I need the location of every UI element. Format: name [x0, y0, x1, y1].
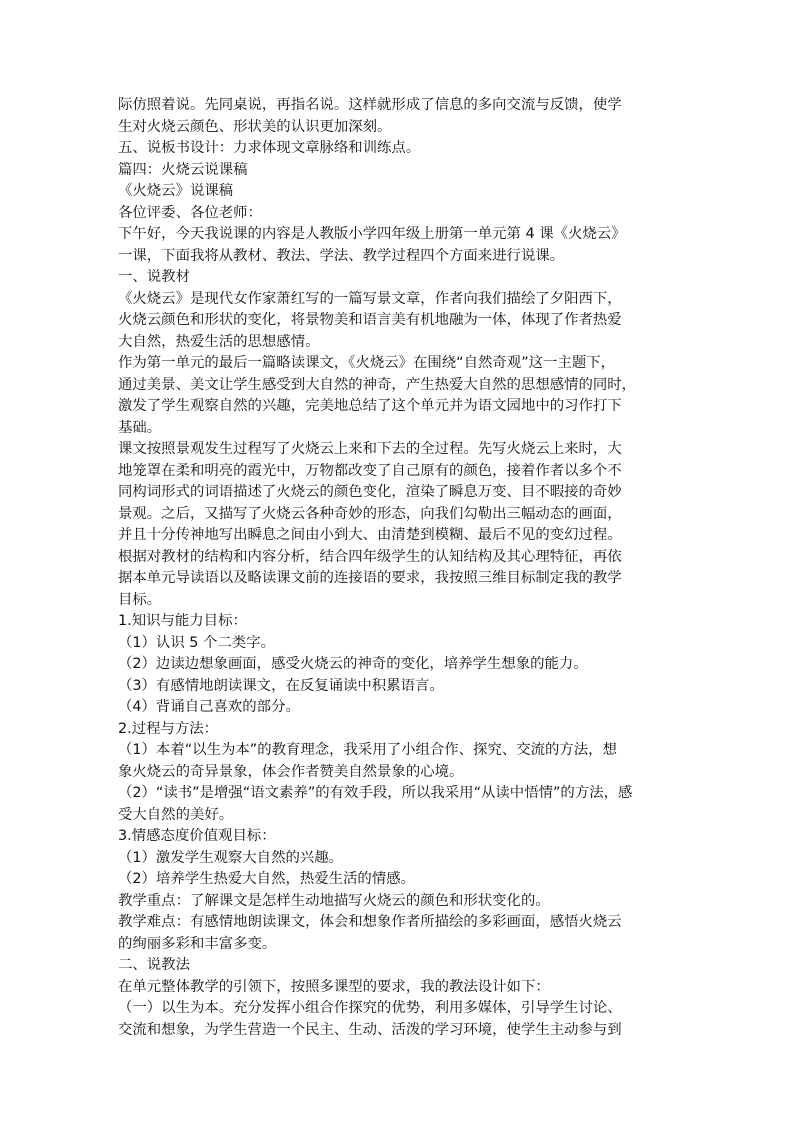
text-line: 教学难点：有感情地朗读课文，体会和想象作者所描绘的多彩画面，感悟火烧云 — [118, 914, 622, 930]
text-line: 火烧云颜色和形状的变化，将景物美和语言美有机地融为一体，体现了作者热爱 — [118, 312, 622, 328]
text-line: 3.情感态度价值观目标： — [118, 828, 276, 844]
text-line: 五、说板书设计：力求体现文章脉络和训练点。 — [118, 140, 421, 156]
text-line: 二、说教法 — [118, 957, 190, 973]
text-line: 并且十分传神地写出瞬息之间由小到大、由清楚到模糊、最后不见的变幻过程。 — [118, 527, 622, 543]
text-line: 各位评委、各位老师： — [118, 204, 262, 221]
text-line: 受大自然的美好。 — [118, 806, 234, 823]
text-line: 通过美景、美文让学生感受到大自然的神奇，产生热爱大自然的思想感情的同时， — [118, 376, 637, 393]
text-line: （2）“读书”是增强“语文素养”的有效手段，所以我采用“从读中悟情”的方法，感 — [118, 785, 633, 801]
text-line: 在单元整体教学的引领下，按照多课型的要求，我的教法设计如下： — [118, 978, 550, 995]
text-line: 目标。 — [118, 591, 162, 608]
text-line: 据本单元导读语以及略读课文前的连接语的要求，我按照三维目标制定我的教学 — [118, 570, 622, 586]
text-line: （4）背诵自己喜欢的部分。 — [118, 699, 300, 715]
text-line: 根据对教材的结构和内容分析，结合四年级学生的认知结构及其心理特征，再依 — [118, 548, 622, 565]
text-line: 基础。 — [118, 419, 162, 436]
text-line: 象火烧云的奇异景象，体会作者赞美自然景象的心境。 — [118, 763, 464, 780]
text-line: 课文按照景观发生过程写了火烧云上来和下去的全过程。先写火烧云上来时，大 — [118, 441, 622, 457]
text-line: 生对火烧云颜色、形状美的认识更加深刻。 — [118, 118, 392, 135]
text-line: 景观。之后，又描写了火烧云各种奇妙的形态，向我们勾勒出三幅动态的画面， — [118, 505, 622, 522]
text-line: 一课，下面我将从教材、教法、学法、教学过程四个方面来进行说课。 — [118, 247, 565, 264]
document-body — [118, 95, 694, 1041]
text-line: （2）边读边想象画面，感受火烧云的神奇的变化，培养学生想象的能力。 — [118, 656, 588, 672]
text-line: 2.过程与方法： — [118, 720, 219, 737]
text-line: （2）培养学生热爱大自然，热爱生活的情感。 — [118, 871, 415, 887]
text-line: 地笼罩在柔和明亮的霞光中，万物都改变了自己原有的颜色，接着作者以多个不 — [118, 462, 622, 479]
text-line: 1.知识与能力目标： — [118, 613, 247, 629]
text-line: 作为第一单元的最后一篇略读课文，《火烧云》在围绕“自然奇观”这一主题下， — [118, 355, 615, 371]
text-line: （1）认识 5 个二类字。 — [118, 634, 275, 651]
text-line: （一）以生为本。充分发挥小组合作探究的优势，利用多媒体，引导学生讨论、 — [118, 1000, 622, 1016]
text-line: 大自然，热爱生活的思想感情。 — [118, 333, 320, 350]
text-line: 的绚丽多彩和丰富多变。 — [118, 935, 277, 952]
text-line: （3）有感情地朗读课文，在反复诵读中积累语言。 — [118, 677, 444, 694]
text-line: 交流和想象，为学生营造一个民主、生动、活泼的学习环境，使学生主动参与到 — [118, 1021, 622, 1038]
text-line: 下午好，今天我说课的内容是人教版小学四年级上册第一单元第 4 课《火烧云》 — [118, 226, 626, 242]
text-line: 际仿照着说。先同桌说，再指名说。这样就形成了信息的多向交流与反馈，使学 — [118, 97, 622, 113]
text-line: （1）本着“以生为本”的教育理念，我采用了小组合作、探究、交流的方法，想 — [118, 742, 617, 758]
text-line: （1）激发学生观察大自然的兴趣。 — [118, 849, 344, 866]
text-line: 一、说教材 — [118, 269, 190, 285]
text-line: 教学重点：了解课文是怎样生动地描写火烧云的颜色和形状变化的。 — [118, 892, 550, 909]
text-line: 篇四：火烧云说课稿 — [118, 161, 248, 178]
text-line: 激发了学生观察自然的兴趣，完美地总结了这个单元并为语文园地中的习作打下 — [118, 398, 622, 414]
text-line: 《火烧云》说课稿 — [118, 183, 234, 199]
text-line: 同构词形式的词语描述了火烧云的颜色变化，渲染了瞬息万变、目不暇接的奇妙 — [118, 484, 622, 500]
text-line: 《火烧云》是现代女作家萧红写的一篇写景文章，作者向我们描绘了夕阳西下， — [118, 290, 622, 307]
